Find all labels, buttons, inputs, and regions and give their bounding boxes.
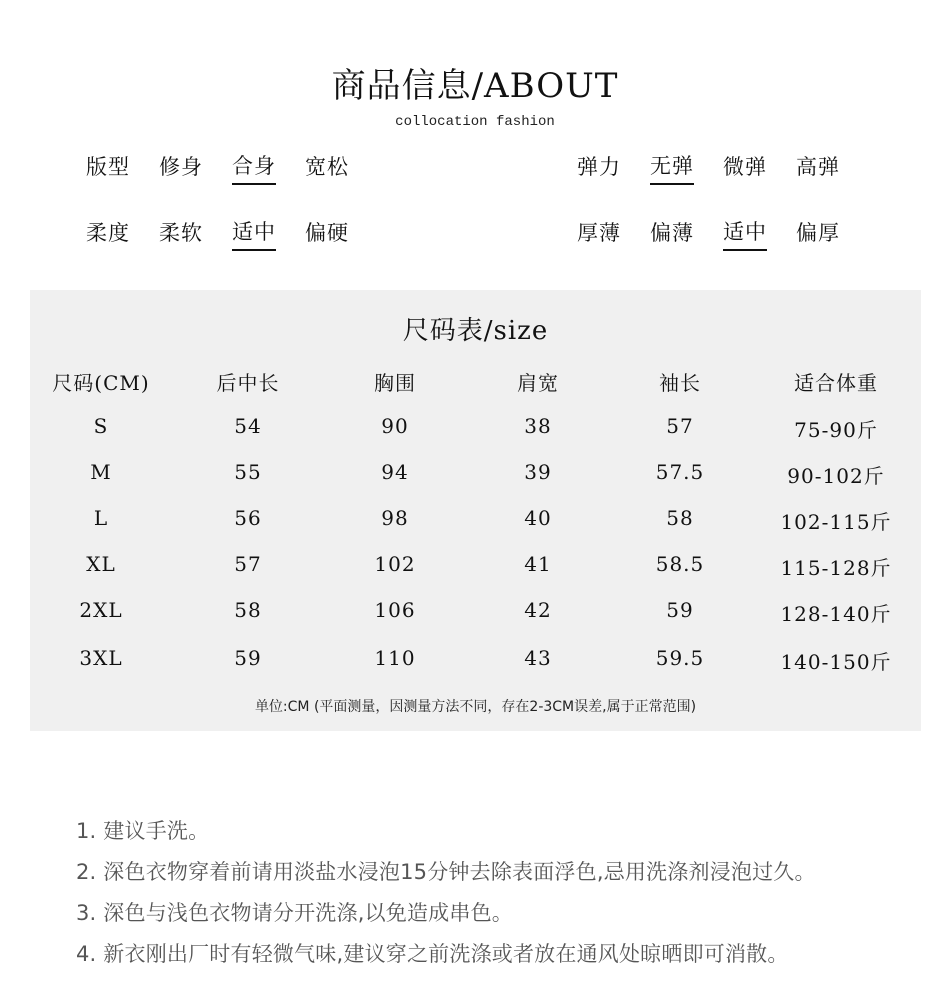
size-header: 后中长 [216,371,280,395]
size-cell: 54 [234,414,262,438]
size-cell: 3XL [79,646,123,670]
size-cell: 75-90斤 [794,418,878,442]
attr-fit-option: 修身 [159,155,203,179]
size-cell: M [90,460,112,484]
size-cell: 59 [666,598,694,622]
size-cell: 38 [524,414,552,438]
attr-fit-option-selected: 合身 [232,150,276,185]
care-instruction: 1. 建议手洗。 [76,819,210,843]
size-cell: 106 [374,598,416,622]
size-header: 肩宽 [517,371,559,395]
size-cell: 59.5 [655,646,705,670]
attr-fit [86,150,349,185]
attr-elasticity [577,150,840,185]
size-cell: 58.5 [655,552,705,576]
size-cell: 41 [524,552,552,576]
attr-fit-option: 宽松 [305,155,349,179]
attr-thickness-label: 厚薄 [577,221,621,245]
attr-thickness-option: 偏薄 [650,221,694,245]
size-cell: 102-115斤 [780,510,892,534]
attr-softness [86,216,349,251]
size-cell: 56 [234,506,262,530]
size-cell: 40 [524,506,552,530]
size-cell: 102 [374,552,416,576]
page-subtitle: collocation fashion [395,114,555,130]
attr-softness-option-selected: 适中 [232,216,276,251]
size-header: 袖长 [659,371,701,395]
size-cell: 55 [234,460,262,484]
attr-elasticity-label: 弹力 [577,155,621,179]
size-cell: 59 [234,646,262,670]
attr-elasticity-option-selected: 无弹 [650,150,694,185]
care-instruction: 4. 新衣刚出厂时有轻微气味,建议穿之前洗涤或者放在通风处晾晒即可消散。 [76,942,789,966]
size-cell: 43 [524,646,552,670]
attr-thickness [577,216,840,251]
attr-fit-label: 版型 [86,155,130,179]
attr-thickness-option-selected: 适中 [723,216,767,251]
size-cell: 140-150斤 [780,650,892,674]
attr-elasticity-option: 高弹 [796,155,840,179]
page-title: 商品信息/ABOUT [331,66,619,106]
size-header: 尺码(CM) [52,371,150,395]
size-cell: 90-102斤 [787,464,885,488]
care-instruction: 2. 深色衣物穿着前请用淡盐水浸泡15分钟去除表面浮色,忌用洗涤剂浸泡过久。 [76,860,816,884]
size-cell: 57.5 [655,460,705,484]
size-cell: 42 [524,598,552,622]
attr-elasticity-option: 微弹 [723,155,767,179]
size-cell: 94 [381,460,409,484]
size-cell: 115-128斤 [780,556,892,580]
size-cell: 57 [666,414,694,438]
size-chart-panel [30,290,921,731]
size-cell: 2XL [79,598,123,622]
measurement-note: 单位:CM (平面测量，因测量方法不同，存在2-3CM误差,属于正常范围) [254,699,697,715]
size-cell: 58 [666,506,694,530]
size-cell: 110 [374,646,416,670]
size-chart-title: 尺码表/size [402,316,549,346]
size-cell: S [93,414,109,438]
attr-thickness-option: 偏厚 [796,221,840,245]
attr-softness-label: 柔度 [86,221,130,245]
size-cell: L [93,506,109,530]
attr-softness-option: 偏硬 [305,221,349,245]
size-header: 胸围 [374,371,416,395]
care-instruction: 3. 深色与浅色衣物请分开洗涤,以免造成串色。 [76,901,513,925]
size-cell: 90 [381,414,409,438]
size-cell: 128-140斤 [780,602,892,626]
size-cell: 39 [524,460,552,484]
size-cell: XL [86,552,116,576]
size-cell: 57 [234,552,262,576]
attr-softness-option: 柔软 [159,221,203,245]
size-cell: 58 [234,598,262,622]
size-header: 适合体重 [794,371,878,395]
size-cell: 98 [381,506,409,530]
